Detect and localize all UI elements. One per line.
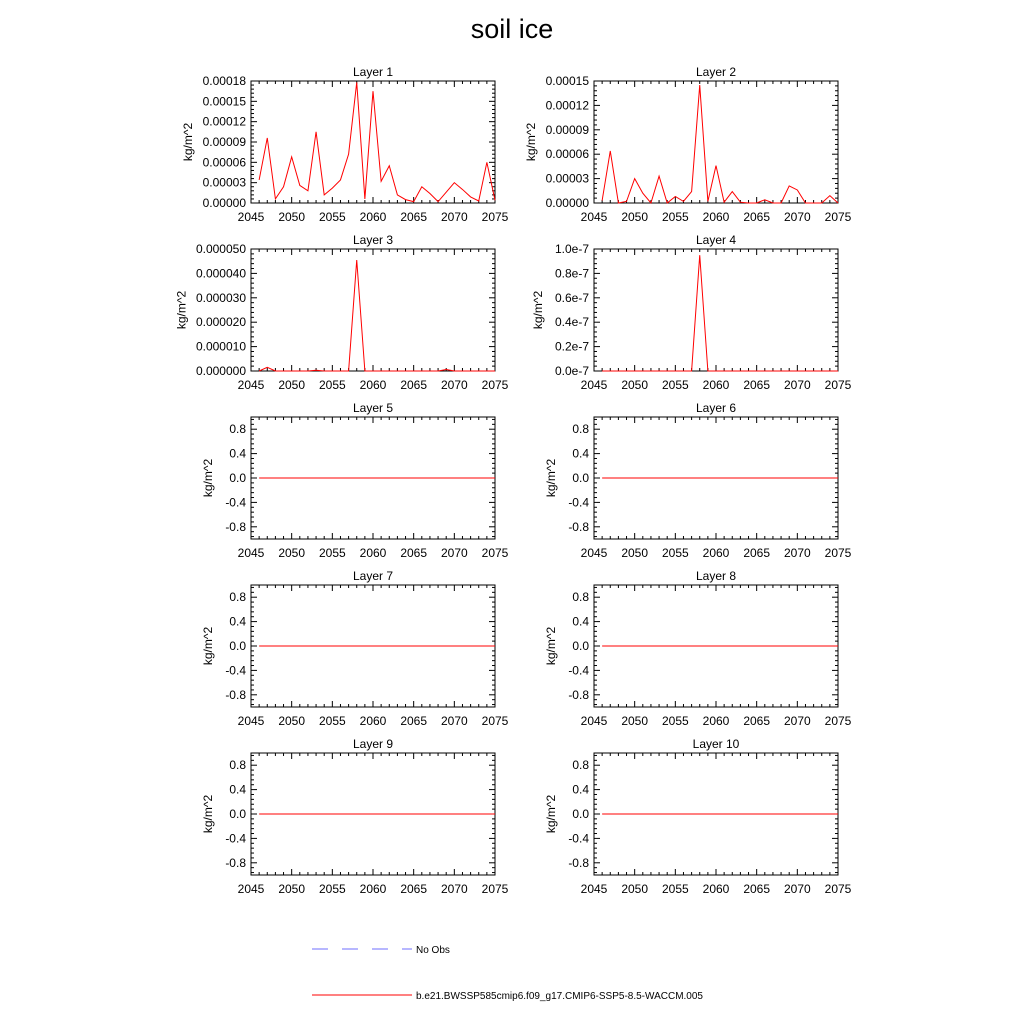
x-tick-label: 2070 <box>783 714 811 728</box>
plot-frame <box>251 81 495 203</box>
x-tick-label: 2045 <box>580 210 608 224</box>
series-line <box>259 82 495 201</box>
x-tick-label: 2050 <box>621 210 649 224</box>
x-tick-label: 2060 <box>702 210 730 224</box>
y-tick-label: -0.4 <box>225 495 246 510</box>
chart-panel-2 <box>524 65 852 224</box>
y-tick-label: 0.0 <box>229 807 246 821</box>
legend <box>312 945 703 1002</box>
x-tick-label: 2060 <box>359 210 387 224</box>
y-tick-label: 0.0 <box>572 807 589 821</box>
x-tick-label: 2060 <box>702 882 730 896</box>
y-tick-label: -0.4 <box>568 495 589 510</box>
y-axis-label: kg/m^2 <box>201 626 216 666</box>
x-tick-label: 2045 <box>237 378 265 392</box>
y-tick-label: 0.4 <box>229 614 246 629</box>
y-tick-label: -0.8 <box>225 519 246 534</box>
x-tick-label: 2055 <box>318 210 346 224</box>
y-tick-label: 0.000010 <box>195 339 246 354</box>
y-tick-label: 0.000000 <box>195 364 246 378</box>
y-tick-label: 0.8 <box>229 590 246 605</box>
x-tick-label: 2045 <box>237 546 265 560</box>
x-tick-label: 2070 <box>783 378 811 392</box>
x-tick-label: 2075 <box>824 210 852 224</box>
legend-model-label: b.e21.BWSSP585cmip6.f09_g17.CMIP6-SSP5-8.5-WACCM.005 <box>416 991 703 1002</box>
x-tick-label: 2070 <box>783 546 811 560</box>
y-tick-label: 0.0 <box>572 639 589 653</box>
y-axis-label: kg/m^2 <box>544 626 559 666</box>
y-axis-label: kg/m^2 <box>181 122 196 162</box>
chart-panel-6 <box>544 401 851 560</box>
y-axis-label: kg/m^2 <box>201 794 216 834</box>
y-tick-label: 0.00000 <box>202 196 246 210</box>
x-tick-label: 2050 <box>621 378 649 392</box>
x-tick-label: 2045 <box>237 882 265 896</box>
chart-panel-5 <box>201 401 508 560</box>
x-tick-label: 2065 <box>400 882 428 896</box>
chart-panel-1 <box>181 65 509 224</box>
panel-title: Layer 1 <box>352 65 394 79</box>
x-tick-label: 2070 <box>440 378 468 392</box>
panel-title: Layer 9 <box>352 737 394 751</box>
y-tick-label: 0.4 <box>572 446 589 461</box>
x-tick-label: 2065 <box>400 378 428 392</box>
y-tick-label: 0.00012 <box>202 114 246 129</box>
x-tick-label: 2055 <box>318 714 346 728</box>
x-tick-label: 2050 <box>278 210 306 224</box>
chart-panel-9 <box>201 737 508 896</box>
x-tick-label: 2060 <box>359 546 387 560</box>
x-tick-label: 2075 <box>481 882 509 896</box>
x-tick-label: 2060 <box>359 714 387 728</box>
chart-panel-10 <box>544 737 851 896</box>
x-tick-label: 2070 <box>783 210 811 224</box>
y-axis-label: kg/m^2 <box>201 458 216 498</box>
x-tick-label: 2050 <box>621 882 649 896</box>
y-tick-label: 0.6e-7 <box>554 290 589 305</box>
x-tick-label: 2070 <box>440 882 468 896</box>
x-tick-label: 2065 <box>743 714 771 728</box>
y-tick-label: -0.8 <box>568 687 589 702</box>
x-tick-label: 2070 <box>783 882 811 896</box>
x-tick-label: 2075 <box>824 546 852 560</box>
y-tick-label: -0.8 <box>568 519 589 534</box>
x-tick-label: 2065 <box>743 546 771 560</box>
x-tick-label: 2070 <box>440 210 468 224</box>
y-axis-label: kg/m^2 <box>544 458 559 498</box>
y-tick-label: -0.8 <box>225 687 246 702</box>
panel-title: Layer 6 <box>695 401 737 415</box>
x-tick-label: 2065 <box>743 882 771 896</box>
x-tick-label: 2065 <box>400 546 428 560</box>
x-tick-label: 2055 <box>661 714 689 728</box>
x-tick-label: 2055 <box>318 546 346 560</box>
panel-title: Layer 7 <box>352 569 394 583</box>
x-tick-label: 2060 <box>702 714 730 728</box>
x-tick-label: 2050 <box>278 882 306 896</box>
y-axis-label: kg/m^2 <box>544 794 559 834</box>
x-tick-label: 2045 <box>580 714 608 728</box>
y-tick-label: 0.4 <box>229 782 246 797</box>
y-axis-label: kg/m^2 <box>524 122 539 162</box>
x-tick-label: 2045 <box>580 378 608 392</box>
x-tick-label: 2055 <box>318 882 346 896</box>
y-tick-label: -0.4 <box>568 831 589 846</box>
plot-frame <box>594 249 838 371</box>
panel-title: Layer 10 <box>692 737 740 751</box>
y-tick-label: -0.8 <box>225 855 246 870</box>
y-tick-label: -0.8 <box>568 855 589 870</box>
x-tick-label: 2060 <box>359 378 387 392</box>
y-tick-label: 0.8 <box>572 758 589 773</box>
series-line <box>259 260 495 371</box>
plot-frame <box>251 249 495 371</box>
x-tick-label: 2055 <box>661 378 689 392</box>
x-tick-label: 2065 <box>743 210 771 224</box>
x-tick-label: 2075 <box>824 378 852 392</box>
y-tick-label: 0.4 <box>572 782 589 797</box>
x-tick-label: 2055 <box>318 378 346 392</box>
x-tick-label: 2045 <box>580 546 608 560</box>
chart-panel-3 <box>174 233 508 392</box>
y-tick-label: 0.2e-7 <box>554 339 589 354</box>
x-tick-label: 2075 <box>824 714 852 728</box>
x-tick-label: 2070 <box>440 714 468 728</box>
x-tick-label: 2065 <box>400 210 428 224</box>
y-tick-label: 0.8 <box>572 590 589 605</box>
x-tick-label: 2070 <box>440 546 468 560</box>
x-tick-label: 2060 <box>702 546 730 560</box>
y-tick-label: 0.00003 <box>202 175 246 190</box>
y-tick-label: 0.4 <box>229 446 246 461</box>
y-tick-label: 0.4e-7 <box>554 315 589 330</box>
y-tick-label: 0.00012 <box>545 98 589 113</box>
x-tick-label: 2050 <box>621 546 649 560</box>
y-tick-label: 0.00006 <box>545 147 589 162</box>
x-tick-label: 2050 <box>278 714 306 728</box>
x-tick-label: 2075 <box>481 546 509 560</box>
y-tick-label: -0.4 <box>225 663 246 678</box>
panel-title: Layer 5 <box>352 401 394 415</box>
legend-obs-label: No Obs <box>416 945 450 956</box>
y-tick-label: -0.4 <box>225 831 246 846</box>
x-tick-label: 2065 <box>743 378 771 392</box>
x-tick-label: 2055 <box>661 546 689 560</box>
x-tick-label: 2075 <box>481 210 509 224</box>
y-tick-label: 0.00000 <box>545 196 589 210</box>
panel-title: Layer 4 <box>695 233 737 247</box>
x-tick-label: 2050 <box>278 546 306 560</box>
y-axis-label: kg/m^2 <box>530 290 545 330</box>
y-axis-label: kg/m^2 <box>174 290 189 330</box>
y-tick-label: 0.8 <box>229 422 246 437</box>
y-tick-label: 0.4 <box>572 614 589 629</box>
series-line <box>602 85 838 203</box>
y-tick-label: 0.00003 <box>545 171 589 186</box>
panel-title: Layer 8 <box>695 569 737 583</box>
y-tick-label: 0.00015 <box>545 74 589 88</box>
x-tick-label: 2060 <box>359 882 387 896</box>
y-tick-label: 0.000020 <box>195 315 246 330</box>
chart-panel-8 <box>544 569 851 728</box>
x-tick-label: 2050 <box>278 378 306 392</box>
series-line <box>602 255 838 371</box>
y-tick-label: 0.00009 <box>202 135 246 149</box>
y-tick-label: 1.0e-7 <box>554 242 589 256</box>
y-tick-label: 0.000050 <box>195 242 246 256</box>
x-tick-label: 2060 <box>702 378 730 392</box>
x-tick-label: 2075 <box>824 882 852 896</box>
x-tick-label: 2050 <box>621 714 649 728</box>
y-tick-label: 0.00009 <box>545 122 589 137</box>
chart-panel-4 <box>531 233 852 392</box>
figure-title: soil ice <box>470 14 554 44</box>
panel-title: Layer 2 <box>695 65 737 79</box>
y-tick-label: 0.00006 <box>202 155 246 170</box>
panel-title: Layer 3 <box>352 233 394 247</box>
y-tick-label: 0.000030 <box>195 290 246 305</box>
x-tick-label: 2055 <box>661 210 689 224</box>
x-tick-label: 2045 <box>580 882 608 896</box>
x-tick-label: 2045 <box>237 210 265 224</box>
y-tick-label: 0.0 <box>572 471 589 485</box>
plot-frame <box>594 81 838 203</box>
y-tick-label: 0.8 <box>229 758 246 773</box>
y-tick-label: 0.00015 <box>202 94 246 109</box>
y-tick-label: 0.000040 <box>195 266 246 281</box>
y-tick-label: 0.0e-7 <box>554 364 589 378</box>
x-tick-label: 2045 <box>237 714 265 728</box>
x-tick-label: 2075 <box>481 714 509 728</box>
y-tick-label: 0.0 <box>229 471 246 485</box>
y-tick-label: 0.8e-7 <box>554 266 589 281</box>
y-tick-label: 0.8 <box>572 422 589 437</box>
x-tick-label: 2055 <box>661 882 689 896</box>
x-tick-label: 2075 <box>481 378 509 392</box>
y-tick-label: 0.0 <box>229 639 246 653</box>
x-tick-label: 2065 <box>400 714 428 728</box>
chart-panel-7 <box>201 569 508 728</box>
y-tick-label: -0.4 <box>568 663 589 678</box>
y-tick-label: 0.00018 <box>202 74 246 88</box>
